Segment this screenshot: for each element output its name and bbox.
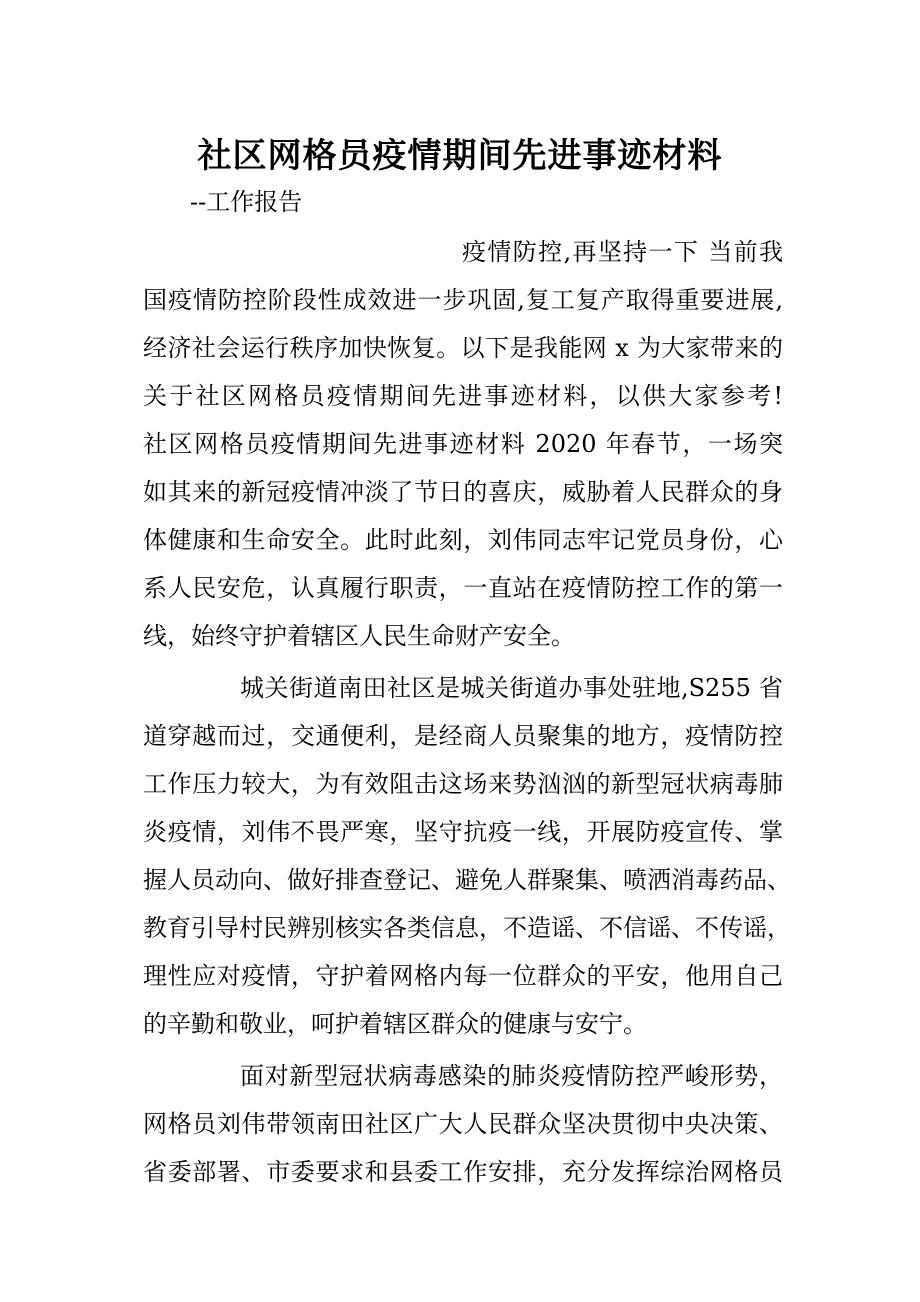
- paragraph-line: 系人民安危，认真履行职责，一直站在疫情防控工作的第一: [143, 574, 783, 602]
- document-title: 社区网格员疫情期间先进事迹材料: [197, 135, 723, 176]
- paragraph-line: 工作压力较大，为有效阻击这场来势汹汹的新型冠状病毒肺: [143, 770, 783, 798]
- paragraph-line: 线，始终守护着辖区人民生命财产安全。: [143, 622, 575, 650]
- paragraph-line: 面对新型冠状病毒感染的肺炎疫情防控严峻形势，: [240, 1062, 783, 1090]
- paragraph-line: 网格员刘伟带领南田社区广大人民群众坚决贯彻中央决策、: [143, 1110, 783, 1138]
- paragraph-line: 握人员动向、做好排查登记、避免人群聚集、喷洒消毒药品、: [143, 866, 791, 894]
- paragraph-line: 社区网格员疫情期间先进事迹材料 2020 年春节，一场突: [143, 430, 783, 458]
- paragraph-line: 疫情防控,再坚持一下 当前我: [462, 238, 783, 266]
- paragraph-line: 的辛勤和敬业，呵护着辖区群众的健康与安宁。: [143, 1010, 647, 1038]
- paragraph-line: 国疫情防控阶段性成效进一步巩固,复工复产取得重要进展,: [143, 286, 783, 314]
- paragraph-line: 理性应对疫情，守护着网格内每一位群众的平安，他用自己: [143, 962, 783, 990]
- paragraph-line: 经济社会运行秩序加快恢复。以下是我能网 x 为大家带来的: [143, 334, 783, 362]
- paragraph-line: 体健康和生命安全。此时此刻，刘伟同志牢记党员身份，心: [143, 526, 783, 554]
- paragraph-line: 炎疫情，刘伟不畏严寒，坚守抗疫一线，开展防疫宣传、掌: [143, 818, 783, 846]
- document-subtitle: --工作报告: [190, 188, 303, 216]
- paragraph-line: 教育引导村民辨别核实各类信息，不造谣、不信谣、不传谣，: [143, 914, 791, 942]
- paragraph-line: 城关街道南田社区是城关街道办事处驻地,S255 省: [240, 674, 783, 702]
- paragraph-line: 关于社区网格员疫情期间先进事迹材料，以供大家参考!: [143, 382, 783, 410]
- paragraph-line: 如其来的新冠疫情冲淡了节日的喜庆，威胁着人民群众的身: [143, 478, 783, 506]
- paragraph-line: 省委部署、市委要求和县委工作安排，充分发挥综治网格员: [143, 1158, 783, 1186]
- paragraph-line: 道穿越而过，交通便利，是经商人员聚集的地方，疫情防控: [143, 722, 783, 750]
